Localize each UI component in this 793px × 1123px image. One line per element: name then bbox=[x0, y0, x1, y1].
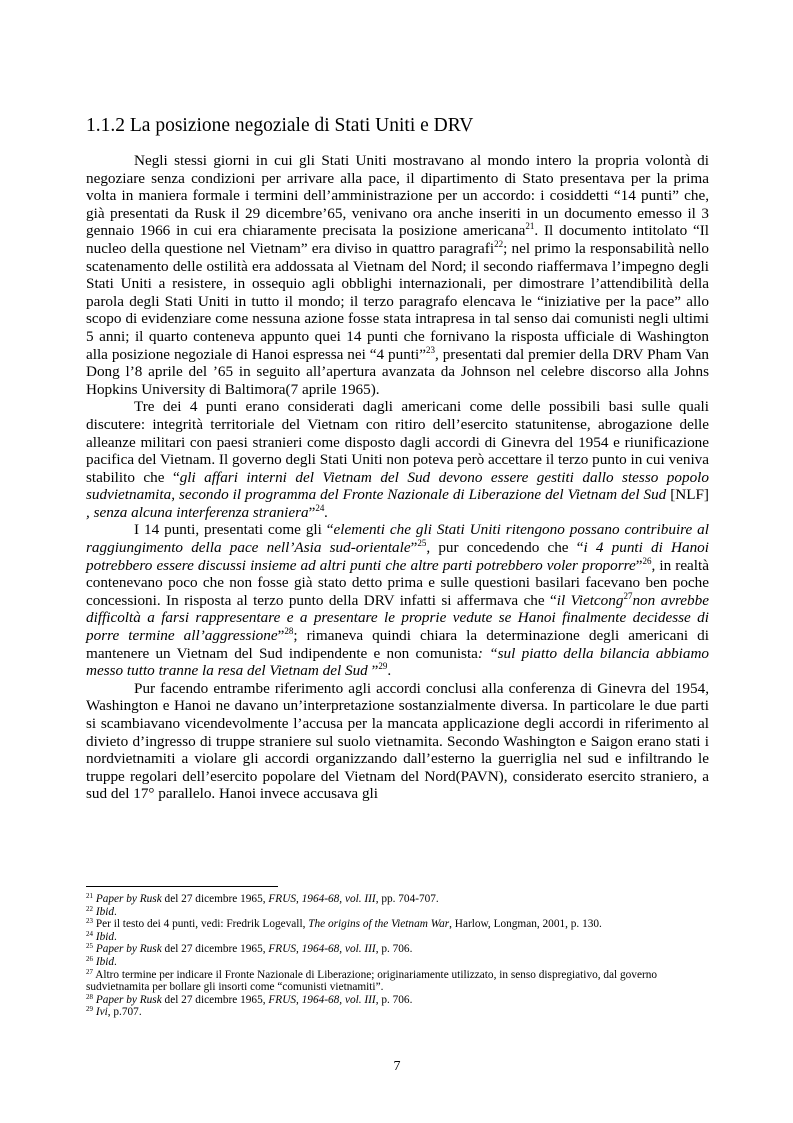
footnote-ref: 22 bbox=[494, 238, 504, 249]
italic-text: Paper by Rusk bbox=[95, 893, 162, 905]
italic-text: , senza alcuna interferenza straniera bbox=[86, 503, 309, 521]
italic-text: gli affari interni del Vietnam del Sud devono essere gestiti dallo stesso popolo sudvietnamita, secondo il programma del Fronte Nazionale di Liberazione del Vietnam del Sud bbox=[86, 468, 709, 504]
text-run: del 27 dicembre 1965, bbox=[161, 993, 269, 1006]
italic-text: i 4 punti di Hanoi potrebbero essere discussi insieme ad altri punti che altre parti potrebbero voler proporre bbox=[86, 539, 709, 574]
italic-text: FRUS, 1964-68, vol. III bbox=[268, 993, 376, 1006]
footnote-ref: 24 bbox=[315, 502, 325, 513]
italic-text: . bbox=[324, 503, 329, 521]
footnote-ref: 21 bbox=[86, 892, 93, 900]
italic-text: Paper by Rusk bbox=[95, 943, 162, 956]
text-run: del 27 dicembre 1965, bbox=[161, 943, 269, 956]
footnote-separator bbox=[86, 886, 278, 887]
footnote bbox=[86, 956, 709, 969]
footnote-ref: 29 bbox=[378, 661, 388, 672]
text-run: , presentati dal premier della DRV Pham Van Dong l’8 aprile del ’65 in seguito all’apertura avanzata da Johnson nel celebre discorso alla Johns Hopkins University di Baltimora(7 aprile 1965). bbox=[86, 345, 709, 398]
italic-text: Ibid bbox=[95, 905, 115, 918]
footnote bbox=[86, 943, 709, 956]
section-heading: 1.1.2 La posizione negoziale di Stati Uniti e DRV bbox=[86, 115, 474, 136]
text-run: ” bbox=[371, 662, 379, 680]
text-run: ” bbox=[308, 503, 316, 521]
footnote bbox=[86, 969, 709, 994]
italic-text: Ibid bbox=[95, 930, 115, 943]
footnote-ref: 26 bbox=[86, 954, 93, 963]
footnote-ref: 29 bbox=[86, 1005, 93, 1014]
footnote-ref: 28 bbox=[86, 992, 93, 1001]
body-text bbox=[86, 152, 709, 803]
footnote bbox=[86, 994, 709, 1007]
footnote-ref: 27 bbox=[86, 967, 93, 976]
text-run: , pp. 704-707. bbox=[375, 893, 439, 905]
text-run: Pur facendo entrambe riferimento agli accordi conclusi alla conferenza di Ginevra del 1954, Washington e Hanoi ne davano un’interpretazione sostanzialmente diversa. In particolare le due parti si scambiavano vicendevolmente l’accusa per la mancata applicazione degli accordi in riferimento al divieto d’ingresso di truppe straniere sul suolo vietnamita. Secondo Washington e Saigon erano stati i nordvietnamiti a violare gli accordi organizzando dall’esterno la guerriglia nel sud e infiltrando le truppe regolari dell’esercito popolare del Vietnam del Nord(PAVN), considerato esercito straniero, a sud del 17° parallelo. Hanoi invece accusava gli bbox=[86, 679, 709, 803]
footnote-ref: 28 bbox=[284, 626, 294, 637]
paragraph bbox=[86, 152, 709, 398]
text-run: , p.707. bbox=[107, 1006, 142, 1019]
footnote-ref: 24 bbox=[86, 929, 93, 938]
text-run: I 14 punti, presentati come gli “ bbox=[134, 521, 334, 539]
footnote-ref: 26 bbox=[642, 555, 652, 566]
italic-text: Ibid bbox=[95, 955, 115, 968]
footnote bbox=[86, 918, 709, 931]
text-run: . bbox=[114, 930, 117, 943]
paragraph bbox=[86, 398, 709, 521]
italic-text: FRUS, 1964-68, vol. III bbox=[268, 893, 376, 905]
italic-text: Paper by Rusk bbox=[95, 993, 162, 1006]
italic-text: The origins of the Vietnam War bbox=[308, 918, 450, 931]
text-run: Negli stessi giorni in cui gli Stati Uniti mostravano al mondo intero la propria volontà di negoziare senza condizioni per arrivare alla pace, il dipartimento di Stato presentava per la prima volta in maniera formale i termini dell’amministrazione per un accordo: i cosiddetti “14 punti” che, già presentati da Rusk il 29 dicembre’65, venivano ora anche inseriti in un documento emesso il 3 gennaio 1966 in cui era chiaramente precisata la posizione americana bbox=[86, 152, 709, 240]
italic-text: : “sul piatto della bilancia abbiamo messo tutto tranne la resa del Vietnam del Sud bbox=[86, 644, 710, 680]
footnote-ref: 25 bbox=[86, 942, 93, 951]
page-number: 7 bbox=[393, 1059, 401, 1074]
paragraph bbox=[86, 521, 709, 679]
text-run: [NLF] bbox=[670, 486, 709, 504]
text-run: Tre dei 4 punti erano considerati dagli americani come delle possibili basi sulle quali discutere: integrità territoriale del Vietnam con ritiro dell’esercito statunitense, abrogazione delle alleanze militari con paesi stranieri come disposto dagli accordi di Ginevra del 1954 e riunificazione pacifica del Vietnam. Il governo degli Stati Uniti non poteva però accettare il terzo punto in cui veniva stabilito che “ bbox=[86, 398, 709, 486]
footnote-ref: 21 bbox=[525, 221, 535, 232]
text-run: del 27 dicembre 1965, bbox=[161, 893, 269, 905]
italic-text: FRUS, 1964-68, vol. III bbox=[268, 943, 376, 956]
footnote-ref: 22 bbox=[86, 904, 93, 913]
text-run: Per il testo dei 4 punti, vedi: Fredrik Logevall, bbox=[93, 918, 309, 931]
text-run: , Harlow, Longman, 2001, p. 130. bbox=[449, 918, 602, 931]
italic-text: il Vietcong bbox=[556, 591, 624, 609]
text-run: ” bbox=[410, 539, 418, 557]
text-run: . bbox=[114, 905, 117, 918]
footnotes bbox=[86, 893, 709, 1019]
text-run: ; nel primo la responsabilità nello scatenamento delle ostilità era addossata al Vietnam del Nord; il secondo riaffermava l’impegno degli Stati Uniti a resistere, in ossequio agli obblighi internazionali, per dimostrare l’attendibilità della parola degli Stati Uniti in tutto il mondo; il terzo paragrafo elencava le “iniziative per la pace” allo scopo di evidenziare come nessuna azione fosse stata intrapresa in tal senso dai comunisti negli ultimi 5 anni; il quarto conteneva appunto quei 14 punti che fornivano la risposta ufficiale di Washington alla posizione negoziale di Hanoi espressa nei “4 punti” bbox=[86, 239, 709, 363]
text-run: Altro termine per indicare il Fronte Nazionale di Liberazione; originariamente utilizzato, in senso dispregiativo, dal governo sudvietnamita per bollare gli insorti come “comunisti vietnamiti”. bbox=[86, 968, 658, 994]
text-run: . bbox=[387, 662, 392, 680]
footnote-ref: 27 bbox=[623, 590, 633, 601]
footnote bbox=[86, 931, 709, 944]
italic-text: Ivi bbox=[95, 1006, 108, 1019]
text-run: ; rimaneva quindi chiara la determinazione degli americani di mantenere un Vietnam del Sud indipendente e non comunista bbox=[86, 627, 709, 662]
paragraph bbox=[86, 680, 709, 803]
text-run: . bbox=[114, 955, 117, 968]
text-run: , p. 706. bbox=[375, 993, 413, 1006]
footnote bbox=[86, 1006, 709, 1019]
text-run: , in realtà contenevano poco che non fosse già stato detto prima e sulle questioni basilari facevano ben poche concessioni. In risposta al terzo punto della DRV infatti si affermava che “ bbox=[86, 556, 709, 609]
text-run: ” bbox=[635, 556, 643, 574]
footnote-ref: 23 bbox=[425, 344, 435, 355]
footnote-ref: 25 bbox=[417, 538, 427, 549]
footnote bbox=[86, 906, 709, 919]
text-run: ” bbox=[277, 627, 285, 645]
footnote-ref: 23 bbox=[86, 917, 93, 926]
text-run: , p. 706. bbox=[375, 943, 413, 956]
text-run: . Il documento intitolato “Il nucleo della questione nel Vietnam” era diviso in quattro paragrafi bbox=[86, 222, 709, 257]
footnote bbox=[86, 893, 709, 906]
text-run: , pur concedendo che “ bbox=[426, 539, 584, 557]
italic-text: elementi che gli Stati Uniti ritengono possano contribuire al raggiungimento della pace nell’Asia sud-orientale bbox=[86, 521, 709, 557]
italic-text: non avrebbe difficoltà a farsi rappresentare e a presentare le proprie vedute se Hanoi finalmente decidesse di porre termine all’aggressione bbox=[86, 591, 709, 645]
